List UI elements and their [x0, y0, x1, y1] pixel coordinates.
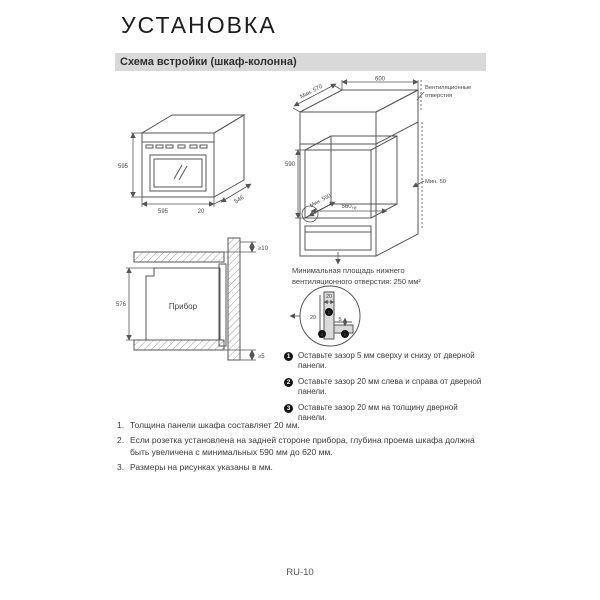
detail-badge-side: 3	[320, 332, 324, 338]
note-number-3: 3.	[117, 462, 125, 473]
oven-outline	[142, 115, 244, 197]
note-item-2	[117, 435, 489, 458]
vent-openings-label-line2: отверстия	[425, 93, 453, 99]
back-gap-min-label: Мин. 50	[425, 179, 446, 185]
note-number-1: 1.	[117, 420, 125, 430]
detail-badge-panel: 2	[327, 310, 331, 316]
callout-item-2	[284, 377, 488, 398]
detail-front-gap-label: 5	[338, 317, 342, 323]
callout-badge-2: 2	[284, 378, 293, 387]
note-number-2: 2.	[117, 435, 125, 446]
cabinet-depth-min-label: Мин. 570	[299, 83, 324, 101]
note-text-2: Если розетка установлена на задней стороне прибора, глубина проема шкафа должна быть увеличена с минимальных 590 мм до 620 мм.	[130, 435, 475, 457]
section-top-gap-label: ≥10	[258, 246, 268, 252]
vent-openings-label-line1: Вентиляционные	[425, 85, 472, 91]
vent-area-note: Минимальная площадь нижнего вентиляционного отверстия: 250 мм²	[292, 266, 421, 286]
cabinet-outline	[300, 90, 418, 256]
installation-notes	[117, 420, 489, 478]
callout-badge-3: 3	[284, 404, 293, 413]
callout-badge-1: 1	[284, 352, 293, 361]
oven-front-depth-label: 20	[197, 209, 205, 215]
gap-detail-figure	[287, 281, 375, 351]
cabinet-niche-figure	[286, 78, 471, 278]
detail-side-gap-label: 20	[309, 315, 317, 321]
niche-height-label: 590	[285, 162, 296, 168]
gap-callouts	[284, 351, 488, 428]
page-footer: RU-10	[286, 567, 314, 578]
section-header: Схема встройки (шкаф-колонна)	[115, 53, 486, 71]
section-panels	[134, 238, 240, 360]
oven-width-label: 595	[157, 209, 169, 215]
detail-marker-circle	[302, 206, 318, 222]
note-item-1	[117, 420, 489, 431]
niche-depth-min-label: Мин. 550	[308, 193, 333, 210]
page-title: УСТАНОВКА	[121, 12, 277, 38]
detail-panel-width-label: 20	[325, 294, 333, 300]
section-bottom-gap-label: ≥5	[258, 354, 265, 360]
niche-width-label: $560_{+8}$	[341, 204, 357, 211]
note-item-3	[117, 462, 489, 473]
appliance-section-figure	[116, 236, 271, 364]
note-text-3: Размеры на рисунках указаны в мм.	[130, 462, 273, 473]
oven-height-label: 595	[118, 164, 129, 170]
callout-text-2: Оставьте зазор 20 мм слева и справа от дверной панели.	[298, 376, 482, 397]
callout-item-1	[284, 351, 488, 372]
note-text-1: Толщина панели шкафа составляет 20 мм.	[130, 420, 300, 430]
cabinet-dimension-lines	[293, 80, 424, 264]
cabinet-width-top-label: 600	[374, 76, 386, 83]
callout-text-3: Оставьте зазор 20 мм на толщину дверной панели.	[298, 402, 458, 422]
oven-dimensions-figure	[118, 103, 268, 233]
appliance-label: Прибор	[168, 302, 198, 311]
detail-badge-front: 1	[343, 332, 347, 338]
oven-depth-label: 546	[233, 194, 246, 206]
section-height-label: 576	[116, 302, 127, 308]
oven-dimension-lines	[131, 133, 251, 207]
callout-text-1: Оставьте зазор 5 мм сверху и снизу от дверной панели.	[298, 351, 475, 371]
